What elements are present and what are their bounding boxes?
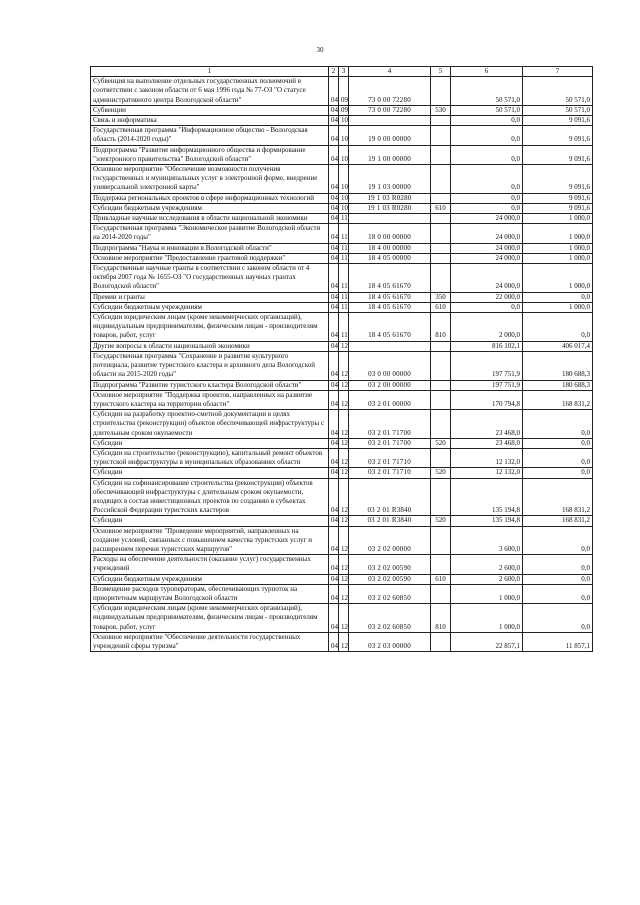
row-expense-type <box>431 77 451 106</box>
row-amount-col7: 180 688,3 <box>523 351 593 380</box>
row-subsection: 12 <box>339 584 349 603</box>
row-section: 04 <box>329 526 339 555</box>
table-row <box>91 214 593 224</box>
row-amount-col6: 24 000,0 <box>451 253 523 263</box>
row-section: 04 <box>329 516 339 526</box>
header-col-1: 1 <box>91 67 329 77</box>
row-target-article: 19 1 03 00000 <box>349 165 431 194</box>
row-expense-type <box>431 243 451 253</box>
table-row <box>91 203 593 213</box>
row-name: Субсидии бюджетным учреждениям <box>91 302 329 312</box>
row-amount-col7: 168 831,2 <box>523 390 593 409</box>
row-amount-col6: 12 132,0 <box>451 448 523 467</box>
row-section: 04 <box>329 203 339 213</box>
row-expense-type: 520 <box>431 438 451 448</box>
row-section: 04 <box>329 126 339 145</box>
row-target-article: 03 2 03 00000 <box>349 632 431 651</box>
row-target-article: 18 4 00 00000 <box>349 243 431 253</box>
table-row <box>91 468 593 478</box>
page-number: 30 <box>316 46 324 54</box>
row-section: 04 <box>329 253 339 263</box>
row-section: 04 <box>329 468 339 478</box>
row-section: 04 <box>329 165 339 194</box>
row-amount-col6: 0,0 <box>451 145 523 164</box>
row-amount-col7: 1 000,0 <box>523 214 593 224</box>
table-row <box>91 341 593 351</box>
row-expense-type <box>431 526 451 555</box>
row-name: Поддержка региональных проектов в сфере информационных технологий <box>91 193 329 203</box>
row-subsection: 10 <box>339 126 349 145</box>
row-section: 04 <box>329 77 339 106</box>
row-section: 04 <box>329 632 339 651</box>
row-expense-type <box>431 224 451 243</box>
row-section: 04 <box>329 302 339 312</box>
row-target-article: 03 2 01 71700 <box>349 438 431 448</box>
row-amount-col6: 50 571,0 <box>451 77 523 106</box>
row-name: Основное мероприятие "Поддержка проектов, направленных на развитие туристского кластера на территории области" <box>91 390 329 409</box>
table-row <box>91 145 593 164</box>
row-amount-col6: 135 194,8 <box>451 478 523 516</box>
row-name: Государственная программа "Экономическое развитие Вологодской области на 2014-2020 годы" <box>91 224 329 243</box>
row-amount-col7: 9 091,6 <box>523 116 593 126</box>
table-row <box>91 264 593 293</box>
row-amount-col6: 12 132,0 <box>451 468 523 478</box>
row-target-article: 19 1 03 R0280 <box>349 193 431 203</box>
row-target-article: 03 2 01 00000 <box>349 390 431 409</box>
row-amount-col6: 22 857,1 <box>451 632 523 651</box>
row-target-article: 73 0 00 72280 <box>349 77 431 106</box>
row-subsection: 09 <box>339 77 349 106</box>
row-expense-type: 810 <box>431 604 451 633</box>
row-amount-col7: 0,0 <box>523 448 593 467</box>
row-name: Субсидии юридическим лицам (кроме некоммерческих организаций), индивидуальным предпринимателям, физическим лицам - производителям товаров, работ, услуг <box>91 313 329 342</box>
row-amount-col7: 0,0 <box>523 526 593 555</box>
row-target-article: 73 0 00 72280 <box>349 105 431 115</box>
row-target-article: 03 2 01 71700 <box>349 410 431 439</box>
row-amount-col6: 0,0 <box>451 126 523 145</box>
table-row <box>91 313 593 342</box>
row-subsection: 11 <box>339 253 349 263</box>
row-name: Субсидии <box>91 516 329 526</box>
row-amount-col7: 1 000,0 <box>523 253 593 263</box>
row-target-article: 03 2 01 71710 <box>349 468 431 478</box>
row-target-article: 03 2 02 60850 <box>349 584 431 603</box>
row-expense-type <box>431 390 451 409</box>
row-amount-col7: 168 831,2 <box>523 478 593 516</box>
row-target-article: 03 2 01 R3840 <box>349 478 431 516</box>
row-section: 04 <box>329 145 339 164</box>
row-amount-col6: 24 000,0 <box>451 214 523 224</box>
row-amount-col6: 22 000,0 <box>451 292 523 302</box>
row-target-article: 03 2 02 00590 <box>349 574 431 584</box>
row-amount-col6: 24 000,0 <box>451 224 523 243</box>
row-name: Субсидии на строительство (реконструкцию), капитальный ремонт объектов туристской инфраструктуры в муниципальных образованиях области <box>91 448 329 467</box>
row-target-article: 18 0 00 00000 <box>349 224 431 243</box>
row-name: Субсидии бюджетным учреждениям <box>91 574 329 584</box>
row-subsection: 12 <box>339 604 349 633</box>
row-expense-type <box>431 193 451 203</box>
row-name: Подпрограмма "Развитие информационного общества и формирование "электронного правительства" Вологодской области" <box>91 145 329 164</box>
table-row <box>91 253 593 263</box>
row-expense-type <box>431 264 451 293</box>
row-amount-col7: 1 000,0 <box>523 302 593 312</box>
row-target-article: 03 2 02 00590 <box>349 555 431 574</box>
row-amount-col6: 0,0 <box>451 116 523 126</box>
row-amount-col7: 0,0 <box>523 438 593 448</box>
row-subsection: 12 <box>339 380 349 390</box>
row-expense-type: 810 <box>431 313 451 342</box>
row-expense-type: 530 <box>431 105 451 115</box>
row-name: Расходы на обеспечение деятельности (оказание услуг) государственных учреждений <box>91 555 329 574</box>
row-amount-col7: 1 000,0 <box>523 264 593 293</box>
row-target-article: 03 2 00 00000 <box>349 380 431 390</box>
row-section: 04 <box>329 604 339 633</box>
row-name: Связь и информатика <box>91 116 329 126</box>
row-target-article: 19 1 03 R0280 <box>349 203 431 213</box>
row-amount-col7: 0,0 <box>523 292 593 302</box>
row-subsection: 12 <box>339 438 349 448</box>
header-col-2: 2 <box>329 67 339 77</box>
row-target-article: 18 4 05 61670 <box>349 313 431 342</box>
row-name: Государственная программа "Сохранение и развитие культурного потенциала, развитие туристского кластера и архивного дела Вологодской области на 2015-2020 годы" <box>91 351 329 380</box>
row-section: 04 <box>329 243 339 253</box>
row-amount-col7: 0,0 <box>523 313 593 342</box>
row-section: 04 <box>329 292 339 302</box>
header-col-7: 7 <box>523 67 593 77</box>
row-section: 04 <box>329 410 339 439</box>
table-row <box>91 516 593 526</box>
row-section: 04 <box>329 390 339 409</box>
row-name: Основное мероприятие "Предоставление грантовой поддержки" <box>91 253 329 263</box>
row-section: 04 <box>329 380 339 390</box>
header-col-3: 3 <box>339 67 349 77</box>
row-subsection: 12 <box>339 555 349 574</box>
row-amount-col6: 0,0 <box>451 203 523 213</box>
row-amount-col6: 197 751,9 <box>451 380 523 390</box>
row-subsection: 11 <box>339 214 349 224</box>
budget-table-body <box>91 67 593 652</box>
table-row <box>91 380 593 390</box>
row-name: Возмещение расходов туроператорам, обеспечивающих турпоток на приоритетным маршрутам Вологодской области <box>91 584 329 603</box>
row-subsection: 12 <box>339 632 349 651</box>
row-target-article: 19 1 00 00000 <box>349 145 431 164</box>
row-target-article: 03 2 02 00000 <box>349 526 431 555</box>
row-amount-col7: 406 017,4 <box>523 341 593 351</box>
row-subsection: 11 <box>339 224 349 243</box>
row-amount-col7: 9 091,6 <box>523 126 593 145</box>
table-row <box>91 126 593 145</box>
row-amount-col6: 135 194,8 <box>451 516 523 526</box>
row-target-article <box>349 214 431 224</box>
row-section: 04 <box>329 193 339 203</box>
row-name: Другие вопросы в области национальной экономики <box>91 341 329 351</box>
table-row <box>91 632 593 651</box>
row-target-article: 18 4 05 61670 <box>349 302 431 312</box>
row-expense-type <box>431 145 451 164</box>
row-section: 04 <box>329 574 339 584</box>
row-name: Субсидии <box>91 468 329 478</box>
row-amount-col6: 197 751,9 <box>451 351 523 380</box>
row-expense-type: 610 <box>431 574 451 584</box>
table-row <box>91 224 593 243</box>
row-amount-col6: 24 000,0 <box>451 264 523 293</box>
row-subsection: 09 <box>339 105 349 115</box>
row-expense-type: 610 <box>431 203 451 213</box>
row-amount-col6: 0,0 <box>451 302 523 312</box>
row-amount-col6: 23 468,0 <box>451 410 523 439</box>
row-amount-col7: 0,0 <box>523 410 593 439</box>
row-section: 04 <box>329 584 339 603</box>
row-expense-type: 520 <box>431 516 451 526</box>
header-col-6: 6 <box>451 67 523 77</box>
row-section: 04 <box>329 341 339 351</box>
header-col-5: 5 <box>431 67 451 77</box>
row-expense-type <box>431 165 451 194</box>
table-row <box>91 604 593 633</box>
row-target-article: 03 2 01 71710 <box>349 448 431 467</box>
row-name: Субсидии бюджетным учреждениям <box>91 203 329 213</box>
row-name: Основное мероприятие "Обеспечение возможности получения государственных и муниципальных услуг в электронной форме, внедрение универсальной электронной карты" <box>91 165 329 194</box>
row-amount-col6: 1 000,0 <box>451 604 523 633</box>
table-row <box>91 77 593 106</box>
row-amount-col6: 816 102,1 <box>451 341 523 351</box>
row-target-article <box>349 341 431 351</box>
row-amount-col7: 1 000,0 <box>523 224 593 243</box>
row-amount-col6: 24 000,0 <box>451 243 523 253</box>
table-row <box>91 448 593 467</box>
row-name: Государственная программа "Информационное общество - Вологодская область (2014-2020 годы)" <box>91 126 329 145</box>
row-subsection: 12 <box>339 574 349 584</box>
row-expense-type: 520 <box>431 468 451 478</box>
row-subsection: 10 <box>339 165 349 194</box>
row-section: 04 <box>329 448 339 467</box>
row-subsection: 12 <box>339 516 349 526</box>
row-amount-col6: 0,0 <box>451 165 523 194</box>
row-amount-col7: 50 571,0 <box>523 77 593 106</box>
row-section: 04 <box>329 555 339 574</box>
row-amount-col7: 50 571,0 <box>523 105 593 115</box>
row-amount-col6: 0,0 <box>451 193 523 203</box>
table-row <box>91 390 593 409</box>
row-subsection: 11 <box>339 313 349 342</box>
row-expense-type: 610 <box>431 302 451 312</box>
row-amount-col6: 170 794,8 <box>451 390 523 409</box>
row-amount-col7: 0,0 <box>523 468 593 478</box>
row-name: Субсидии на софинансирование строительства (реконструкции) объектов обеспечивающей инфраструктуры с длительным сроком окупаемости, входящих в состав инвестиционных проектов по созданию в субъектах Российской Федерации туристских кластеров <box>91 478 329 516</box>
row-amount-col6: 23 468,0 <box>451 438 523 448</box>
row-name: Субсидии юридическим лицам (кроме некоммерческих организаций), индивидуальным предпринимателям, физическим лицам - производителям товаров, работ, услуг <box>91 604 329 633</box>
row-subsection: 12 <box>339 478 349 516</box>
row-subsection: 11 <box>339 302 349 312</box>
row-section: 04 <box>329 351 339 380</box>
row-expense-type <box>431 410 451 439</box>
row-amount-col7: 9 091,6 <box>523 193 593 203</box>
row-section: 04 <box>329 105 339 115</box>
row-name: Подпрограмма "Развитие туристского кластера Вологодской области" <box>91 380 329 390</box>
table-row <box>91 526 593 555</box>
table-row <box>91 302 593 312</box>
row-subsection: 10 <box>339 193 349 203</box>
row-target-article: 18 4 05 00000 <box>349 253 431 263</box>
row-target-article: 03 2 02 60850 <box>349 604 431 633</box>
row-subsection: 12 <box>339 410 349 439</box>
row-amount-col7: 1 000,0 <box>523 243 593 253</box>
row-expense-type <box>431 126 451 145</box>
row-amount-col6: 2 000,0 <box>451 313 523 342</box>
row-section: 04 <box>329 116 339 126</box>
row-amount-col6: 1 000,0 <box>451 584 523 603</box>
table-row <box>91 584 593 603</box>
row-section: 04 <box>329 214 339 224</box>
row-amount-col7: 9 091,6 <box>523 145 593 164</box>
row-subsection: 12 <box>339 341 349 351</box>
row-expense-type <box>431 448 451 467</box>
row-subsection: 10 <box>339 145 349 164</box>
row-target-article: 18 4 05 61670 <box>349 292 431 302</box>
row-amount-col7: 168 831,2 <box>523 516 593 526</box>
row-name: Субсидии на разработку проектно-сметной документации в целях строительства (реконструкции) объектов обеспечивающей инфраструктуры с длительным сроком окупаемости <box>91 410 329 439</box>
row-amount-col6: 2 600,0 <box>451 574 523 584</box>
row-amount-col7: 9 091,6 <box>523 165 593 194</box>
row-amount-col7: 180 688,3 <box>523 380 593 390</box>
table-row <box>91 555 593 574</box>
row-subsection: 10 <box>339 116 349 126</box>
row-expense-type <box>431 214 451 224</box>
row-name: Подпрограмма "Наука и инновации в Вологодской области" <box>91 243 329 253</box>
row-amount-col7: 0,0 <box>523 604 593 633</box>
row-subsection: 11 <box>339 264 349 293</box>
row-amount-col7: 0,0 <box>523 584 593 603</box>
row-section: 04 <box>329 478 339 516</box>
row-expense-type <box>431 341 451 351</box>
table-row <box>91 410 593 439</box>
row-subsection: 12 <box>339 468 349 478</box>
table-row <box>91 165 593 194</box>
row-expense-type <box>431 351 451 380</box>
table-row <box>91 351 593 380</box>
row-name: Субвенции <box>91 105 329 115</box>
row-expense-type <box>431 478 451 516</box>
row-target-article: 03 2 01 R3840 <box>349 516 431 526</box>
row-section: 04 <box>329 313 339 342</box>
row-target-article <box>349 116 431 126</box>
row-name: Основное мероприятие "Обеспечение деятельности государственных учреждений сферы туризма" <box>91 632 329 651</box>
table-row <box>91 574 593 584</box>
row-target-article: 19 0 00 00000 <box>349 126 431 145</box>
row-amount-col7: 0,0 <box>523 555 593 574</box>
row-name: Прикладные научные исследования в области национальной экономики <box>91 214 329 224</box>
row-section: 04 <box>329 224 339 243</box>
budget-table <box>90 66 593 652</box>
row-expense-type: 350 <box>431 292 451 302</box>
table-row <box>91 193 593 203</box>
row-subsection: 11 <box>339 292 349 302</box>
row-expense-type <box>431 632 451 651</box>
table-row <box>91 478 593 516</box>
row-amount-col7: 0,0 <box>523 574 593 584</box>
row-expense-type <box>431 584 451 603</box>
row-amount-col6: 50 571,0 <box>451 105 523 115</box>
row-name: Субсидии <box>91 438 329 448</box>
row-subsection: 12 <box>339 526 349 555</box>
table-row <box>91 105 593 115</box>
header-row <box>91 67 593 77</box>
header-col-4: 4 <box>349 67 431 77</box>
table-row <box>91 116 593 126</box>
row-subsection: 12 <box>339 351 349 380</box>
row-amount-col6: 3 600,0 <box>451 526 523 555</box>
row-target-article: 18 4 05 61670 <box>349 264 431 293</box>
row-name: Основное мероприятие "Проведение мероприятий, направленных на создание условий, связанных с повышением качества туристских услуг и расширением перечня туристских маршрутов" <box>91 526 329 555</box>
row-expense-type <box>431 555 451 574</box>
row-expense-type <box>431 253 451 263</box>
row-expense-type <box>431 380 451 390</box>
row-expense-type <box>431 116 451 126</box>
table-row <box>91 438 593 448</box>
row-subsection: 10 <box>339 203 349 213</box>
row-name: Субвенция на выполнение отдельных государственных полномочий в соответствии с законом области от 6 мая 1996 года № 77-ОЗ "О статусе административного центра Вологодской области" <box>91 77 329 106</box>
row-section: 04 <box>329 264 339 293</box>
row-name: Премии и гранты <box>91 292 329 302</box>
row-section: 04 <box>329 438 339 448</box>
table-row <box>91 243 593 253</box>
table-row <box>91 292 593 302</box>
row-target-article: 03 0 00 00000 <box>349 351 431 380</box>
row-subsection: 12 <box>339 390 349 409</box>
row-amount-col6: 2 600,0 <box>451 555 523 574</box>
row-name: Государственные научные гранты в соответствии с законом области от 4 октября 2007 года № 1655-ОЗ "О государственных научных грантах Вологодской области" <box>91 264 329 293</box>
row-subsection: 11 <box>339 243 349 253</box>
row-subsection: 12 <box>339 448 349 467</box>
row-amount-col7: 11 857,1 <box>523 632 593 651</box>
row-amount-col7: 9 091,6 <box>523 203 593 213</box>
